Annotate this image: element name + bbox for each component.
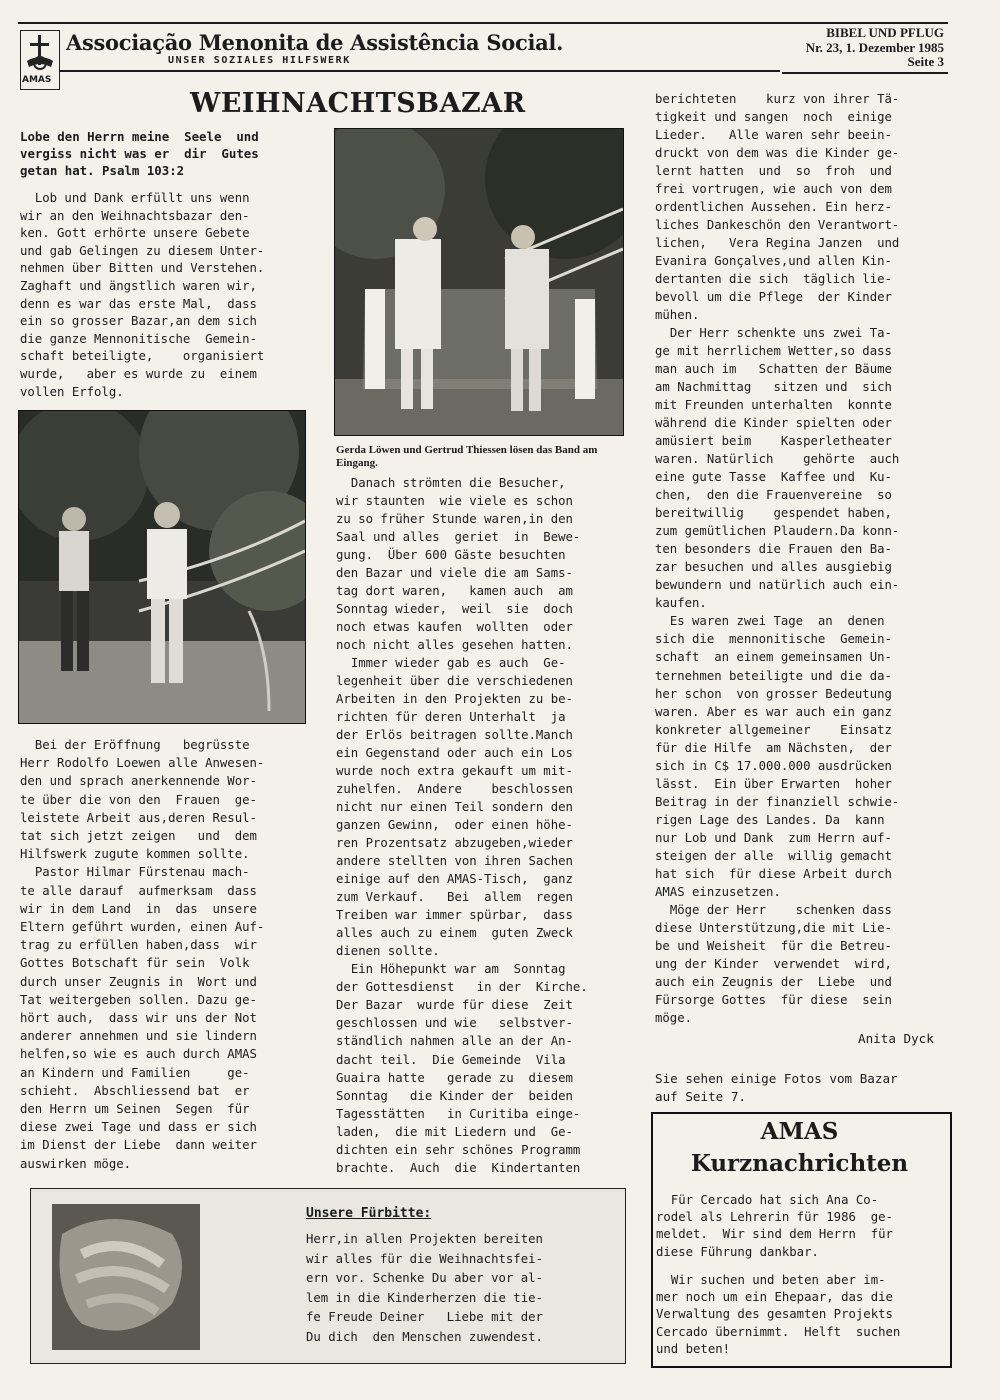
masthead-rule-bottom [60, 70, 780, 72]
organization-name: Associação Menonita de Assistência Social. [66, 30, 564, 55]
article-headline: WEIHNACHTSBAZAR [190, 88, 526, 119]
prayer-title: Unsere Fürbitte: [306, 1206, 432, 1221]
article-column1-top: Lob und Dank erfüllt uns wenn wir an den Weihnachtsbazar den- ken. Gott erhörte unsere Gebete und gab Gelingen zu diesem Unter- nehmen über Bitten und Verstehen. Zaghaft und ängstlich waren wir, denn es war das erste Mal, dass ein so grosser Bazar,an dem sich die ganze Mennonitische Gemein- schaft beteiligte, organisiert wurde, aber es wurde zu einem vollen Erfolg. [20, 191, 265, 399]
photo-praying-hands [52, 1204, 200, 1350]
logo-text: AMAS [22, 75, 52, 85]
article-column2: Danach strömten die Besucher, wir staunten wie viele es schon zu so früher Stunde waren,in den Saal und alles geriet in Bewe- gung. Über 600 Gäste besuchten den Bazar und viele die am Sams- tag dort waren, kamen auch am Sonntag wieder, weil sie doch noch etwas kaufen wollten oder noch nicht alles gesehen hatten. Immer wieder gab es auch Ge- legenheit über die verschiedenen Arbeiten in den Projekten zu be- richten für deren Unterhalt ja der Erlös beitragen sollte.Manch ein Gegenstand oder auch ein Los wurde noch extra gekauft um mit- zuhelfen. Andere beschlossen nicht nur einen Teil sondern den ganzen Gewinn, oder einen höhe- ren Prozentsatz abzugeben,wieder andere stellten von ihren Sachen einige auf den AMAS-Tisch, ganz zum Verkauf. Bei allem regen Treiben war immer spürbar, dass alles auch zu einem guten Zweck dienen sollte. Ein Höhepunkt war am Sonntag der Gottesdienst in der Kirche. Der Bazar wurde für diese Zeit geschlossen und wie selbstver- ständlich nahmen alle an der An- dacht teil. Die Gemeinde Vila Guaira hatte gerade zu diesem Sonntag die Kinder der beiden Tagesstätten in Curitiba einge- laden, die mit Liedern und Ge- dichten ein sehr schönes Programm brachte. Auch die Kindertanten [336, 476, 588, 1175]
prayer-text: Herr,in allen Projekten bereiten wir alles für die Weihnachtsfei- ern vor. Schenke Du aber vor al- lem in die Kinderherzen die tie- fe Freude Deiner Liebe mit der Du dich den Menschen zuwendest. [306, 1232, 543, 1344]
photo-caption: Gerda Löwen und Gertrud Thiessen lösen das Band am Eingang. [336, 444, 598, 469]
photo-ribbon-cutting [334, 128, 624, 436]
news-title: AMAS [760, 1118, 839, 1145]
news-subtitle: Kurznachrichten [690, 1150, 909, 1177]
article-column1-bottom: Bei der Eröffnung begrüsste Herr Rodolfo Loewen alle Anwesen- den und sprach anerkennende Wor- te über die von den Frauen ge- leistete Arbeit aus,deren Resul- tat sich jetzt zeigen und dem Hilfswerk zugute kommen sollte. Pastor Hilmar Fürstenau mach- te alle darauf aufmerksam dass wir in dem Land in das unsere Eltern geführt wurden, einen Auf- trag zu erfüllen haben,dass wir Gottes Botschaft für sein Volk durch unser Zeugnis in Wort und Tat weitergeben sollen. Dazu ge- hört auch, dass wir uns der Not anderer annehmen und sie lindern helfen,so wie es auch durch AMAS an Kindern und Familien ge- schieht. Abschliessend bat er den Herrn um Seinen Segen für diese zwei Tage und dass er sich im Dienst der Liebe dann weiter auswirken möge. [20, 738, 265, 1171]
publication-info [806, 26, 944, 70]
news-item-2: Wir suchen und beten aber im- mer noch um ein Ehepaar, das die Verwaltung des gesamten Projekts Cercado übernimmt. Helft suchen und beten! [656, 1273, 901, 1356]
news-item-1: Für Cercado hat sich Ana Co- rodel als Lehrerin für 1986 ge- meldet. Wir sind dem Herrn für diese Führung dankbar. [656, 1193, 893, 1259]
issue-number: Nr. 23, 1. Dezember 1985 [805, 39, 944, 55]
article-column3: berichteten kurz von ihrer Tä- tigkeit und sangen noch einige Lieder. Alle waren sehr beein- druckt von dem was die Kinder ge- lernt hatten und so froh und frei vortrugen, wie auch von dem ordentlichen Aussehen. Ein herz- liches Dankeschön den Verantwort- lichen, Vera Regina Janzen und Evanira Gonçalves,und allen Kin- dertanten die sich täglich lie- bevoll um die Pflege der Kinder mühen. Der Herr schenkte uns zwei Ta- ge mit herrlichem Wetter,so dass man auch im Schatten der Bäume am Nachmittag sitzen und sich mit Freunden unterhalten konnte während die Kinder spielten oder amüsiert beim Kasperletheater waren. Natürlich gehörte auch eine gute Tasse Kaffee und Ku- chen, den die Frauenvereine so bereitwillig gespendet haben, zum gemütlichen Plaudern.Da konn- ten besonders die Frauen den Ba- zar besuchen und alles ausgiebig bewundern und natürlich auch ein- kaufen. Es waren zwei Tage an denen sich die mennonitische Gemein- schaft an einem gemeinsamen Un- ternehmen beteiligte und die da- her schon von grosser Bedeutung waren. Aber es war auch ein ganz konkreter allgemeiner Einsatz für die Hilfe am Nächsten, der sich in C$ 17.000.000 ausdrücken lässt. Ein über Erwarten hoher Beitrag in der finanziell schwie- rigen Lage des Landes. Da kann nur Lob und Dank zum Herrn auf- steigen der alle willig gemacht hat sich für diese Arbeit durch AMAS einzusetzen. Möge der Herr schenken dass diese Unterstützung,die mit Lie- be und Weisheit für die Betreu- ung der Kinder verwendet wird, auch ein Zeugnis der Liebe und Fürsorge Gottes für diese sein möge. [655, 92, 900, 1025]
masthead-rule-top [18, 22, 948, 24]
article-author: Anita Dyck [858, 1031, 934, 1046]
photo-opening-speech [18, 410, 306, 724]
amas-logo [20, 30, 60, 90]
publication-title: BIBEL UND PFLUG [826, 25, 944, 40]
page-number: Seite 3 [907, 54, 944, 69]
photo-reference-note: Sie sehen einige Fotos vom Bazar auf Seite 7. [655, 1071, 898, 1105]
masthead-rule-right [782, 72, 948, 74]
psalm-quote: Lobe den Herrn meine Seele und vergiss nicht was er dir Gutes getan hat. Psalm 103:2 [20, 129, 259, 178]
organization-subtitle: UNSER SOZIALES HILFSWERK [168, 55, 351, 66]
